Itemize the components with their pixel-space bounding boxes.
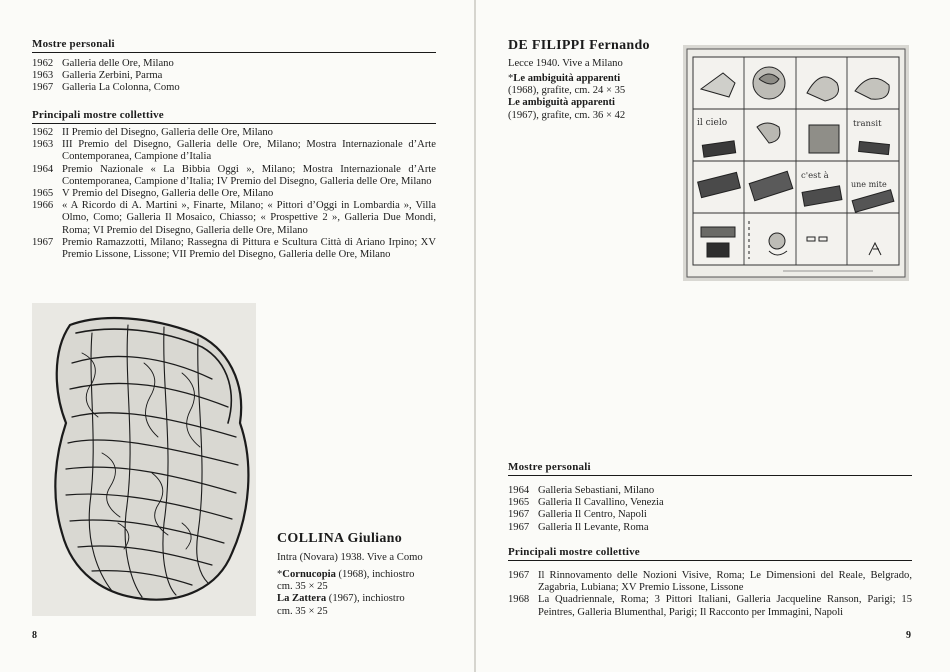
- cornucopia-drawing: [32, 303, 256, 616]
- list-item: 1962 II Premio del Disegno, Galleria delle Ore, Milano: [32, 127, 273, 138]
- list-item: 1964 Galleria Sebastiani, Milano: [508, 485, 655, 496]
- artist-surname: COLLINA: [277, 531, 344, 546]
- list-item: 1966 « A Ricordo di A. Martini », Finarte, Milano; « Pittori d’Oggi in Lombardia », Villa Olmo, Como; Galleria Il Mosaico, Chiasso; « Prospettive 2 », Galleria Due Mondi, Roma; VI Premio del Disegno, Galleria delle Ore, Milano: [32, 200, 436, 236]
- solo-exhibitions-heading: Mostre personali: [508, 461, 912, 476]
- list-item: 1967 Galleria Il Levante, Roma: [508, 521, 649, 533]
- group-exhibitions-heading: Principali mostre collettive: [508, 546, 912, 561]
- work-dimensions: (1967), grafite, cm. 36 × 42: [508, 109, 626, 121]
- list-item: 1962 Galleria delle Ore, Milano: [32, 58, 174, 69]
- list-item: 1963 Galleria Zerbini, Parma: [32, 70, 163, 82]
- solo-exhibitions-list: [508, 485, 912, 534]
- right-page: [476, 0, 950, 672]
- artist-works: [508, 73, 668, 122]
- group-exhibitions-heading: Principali mostre collettive: [32, 109, 436, 124]
- artwork-text-unemite: une mite: [851, 180, 887, 189]
- artist-bio: Intra (Novara) 1938. Vive a Como: [277, 552, 423, 563]
- work-entry: Le ambiguità apparenti: [508, 97, 615, 109]
- list-item: 1967 Premio Ramazzotti, Milano; Rassegna di Pittura e Scultura Città di Ariano Irpino; XV Premio Lissone, Lissone; VII Premio del Disegno, Galleria delle Ore, Milano: [32, 236, 436, 261]
- list-item: 1967 Galleria La Colonna, Como: [32, 82, 180, 94]
- list-item: 1965 Galleria Il Cavallino, Venezia: [508, 497, 664, 509]
- list-item: 1964 Premio Nazionale « La Bibbia Oggi », Milano; Mostra Internazionale d’Arte Contemporanea, Campione d’Italia; IV Premio del Disegno, Galleria delle Ore, Milano: [32, 163, 436, 187]
- list-item: 1967 Il Rinnovamento delle Nozioni Visive, Roma; Le Dimensioni del Reale, Belgrado, Zagabria, Lubiana; XV Premio Lissone, Lissone: [508, 570, 912, 594]
- work-dimensions: cm. 35 × 25: [277, 581, 328, 593]
- artist-surname: DE FILIPPI: [508, 38, 586, 53]
- artist-first-name: Fernando: [589, 38, 650, 53]
- group-exhibitions-list: [508, 570, 912, 619]
- list-item: 1963 III Premio del Disegno, Galleria delle Ore, Milano; Mostra Internazionale d’Arte Contemporanea, Campione d’Italia: [32, 139, 436, 163]
- artist-first-name: Giuliano: [347, 531, 403, 546]
- ambiguita-apparenti-artwork: [683, 45, 909, 281]
- solo-exhibitions-heading: Mostre personali: [32, 38, 436, 53]
- artist-bio: Lecce 1940. Vive a Milano: [508, 58, 623, 69]
- artist-name-de-filippi: [508, 38, 650, 54]
- list-item: 1968 La Quadriennale, Roma; 3 Pittori Italiani, Galleria Jacqueline Ranson, Parigi; 15 Peintres, Galleria Blumenthal, Parigi; Il Racconto per Immagini, Napoli: [508, 594, 912, 618]
- work-dimensions: cm. 35 × 25: [277, 605, 328, 617]
- group-exhibitions-list: [32, 127, 436, 261]
- page-number: 8: [32, 630, 37, 641]
- work-entry: *Cornucopia (1968), inchiostro: [277, 569, 415, 580]
- solo-exhibitions-list: [32, 58, 436, 95]
- work-dimensions: (1968), grafite, cm. 24 × 35: [508, 85, 626, 97]
- work-entry: La Zattera (1967), inchiostro: [277, 593, 405, 605]
- artwork-text-transit: transit: [853, 119, 882, 129]
- list-item: 1967 Galleria Il Centro, Napoli: [508, 509, 647, 521]
- work-entry: *Le ambiguità apparenti: [508, 73, 621, 84]
- left-page: [0, 0, 474, 672]
- artwork-text-cest: c'est à: [801, 171, 829, 181]
- artist-works: [277, 569, 467, 618]
- page-number: 9: [906, 630, 911, 641]
- list-item: 1965 V Premio del Disegno, Galleria delle Ore, Milano: [32, 188, 274, 200]
- artwork-text-cielo: il cielo: [697, 118, 728, 128]
- artist-name-collina: [277, 531, 402, 547]
